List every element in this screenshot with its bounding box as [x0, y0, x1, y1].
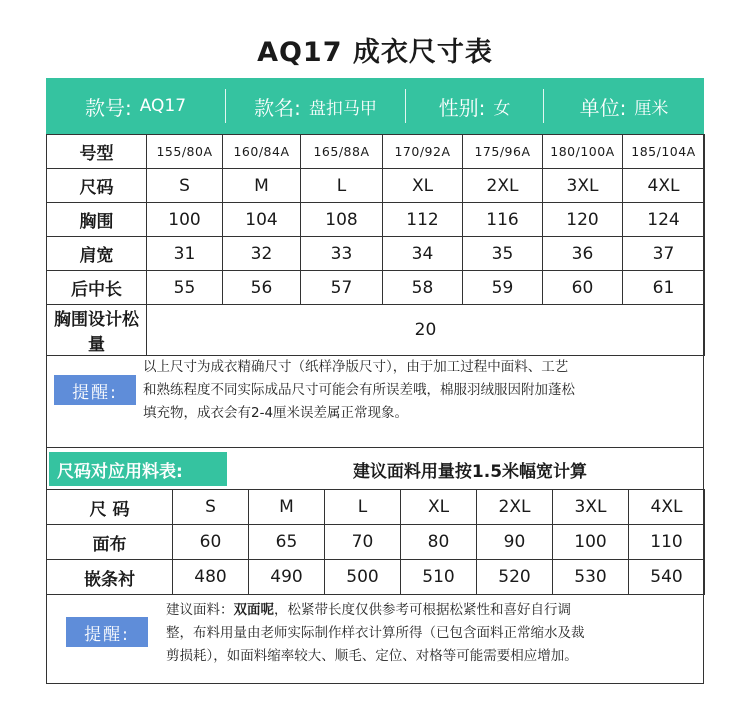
fabric-reminder-line: 整，布料用量由老师实际制作样衣计算所得（已包含面料正常缩水及裁: [166, 625, 585, 641]
table-cell: 108: [301, 203, 383, 237]
fabric-reminder-line: [166, 599, 585, 622]
table-cell: 70: [325, 525, 401, 560]
fabric-table-tag: 尺码对应用料表:: [49, 452, 227, 486]
page-title: AQ17 成衣尺寸表: [257, 37, 493, 68]
fabric-reminder-rest: ，松紧带长度仅供参考可根据松紧性和喜好自行调: [274, 602, 571, 618]
fabric-recommendation: 双面呢: [233, 602, 274, 618]
fabric-reminder-line: 剪损耗），如面料缩率较大、顺毛、定位、对格等可能需要相应增加。: [166, 648, 578, 664]
row-header: 嵌条衬: [47, 560, 173, 595]
reminder-badge: 提醒:: [54, 375, 136, 405]
table-row: [47, 271, 705, 305]
table-cell: 100: [147, 203, 223, 237]
ease-header: 胸围设计松量: [47, 305, 147, 356]
table-cell: 2XL: [463, 169, 543, 203]
reminder-text: [143, 356, 575, 425]
table-cell: 530: [553, 560, 629, 595]
style-number-label: 款号:: [84, 95, 132, 120]
table-cell: 520: [477, 560, 553, 595]
row-header: 号型: [47, 135, 147, 169]
table-cell: 34: [383, 237, 463, 271]
table-cell: XL: [401, 490, 477, 525]
table-cell: 3XL: [543, 169, 623, 203]
table-cell: 120: [543, 203, 623, 237]
row-header: 尺 码: [47, 490, 173, 525]
style-name-cell: [226, 89, 406, 123]
table-cell: 90: [477, 525, 553, 560]
table-cell: L: [325, 490, 401, 525]
table-cell: 65: [249, 525, 325, 560]
table-cell: 4XL: [629, 490, 705, 525]
table-cell: 55: [147, 271, 223, 305]
table-cell: 510: [401, 560, 477, 595]
table-cell: 480: [173, 560, 249, 595]
table-cell: 37: [623, 237, 705, 271]
fabric-reminder-badge: 提醒:: [66, 617, 148, 647]
table-cell: M: [249, 490, 325, 525]
table-cell: 124: [623, 203, 705, 237]
table-row: [47, 490, 705, 525]
table-cell: 110: [629, 525, 705, 560]
table-cell: 500: [325, 560, 401, 595]
table-cell: 100: [553, 525, 629, 560]
table-row: [47, 135, 705, 169]
row-header: 面布: [47, 525, 173, 560]
gender-value: 女: [493, 98, 511, 119]
style-number-value: AQ17: [139, 96, 187, 116]
gender-cell: [406, 89, 544, 123]
table-cell: M: [223, 169, 301, 203]
reminder-line: 填充物，成衣会有2-4厘米误差属正常现象。: [143, 405, 409, 421]
unit-cell: [544, 89, 704, 123]
unit-label: 单位:: [579, 95, 627, 120]
table-cell: S: [147, 169, 223, 203]
size-table: [46, 134, 705, 356]
table-row: [47, 237, 705, 271]
table-cell: 33: [301, 237, 383, 271]
table-cell: S: [173, 490, 249, 525]
table-row: [47, 560, 705, 595]
table-cell: 60: [173, 525, 249, 560]
table-cell: 3XL: [553, 490, 629, 525]
table-cell: 540: [629, 560, 705, 595]
table-cell: 60: [543, 271, 623, 305]
table-row: [47, 203, 705, 237]
row-header: 胸围: [47, 203, 147, 237]
table-cell: 175/96A: [463, 135, 543, 169]
unit-value: 厘米: [634, 98, 669, 119]
table-cell: 31: [147, 237, 223, 271]
style-number-cell: [46, 89, 226, 123]
table-cell: 59: [463, 271, 543, 305]
table-row: [47, 169, 705, 203]
reminder-box: [46, 339, 704, 447]
table-cell: 56: [223, 271, 301, 305]
table-cell: 116: [463, 203, 543, 237]
fabric-reminder-text: [166, 599, 585, 668]
table-cell: 4XL: [623, 169, 705, 203]
table-cell: XL: [383, 169, 463, 203]
fabric-header: [46, 447, 704, 489]
table-cell: 36: [543, 237, 623, 271]
reminder-line: 以上尺寸为成衣精确尺寸（纸样净版尺寸），由于加工过程中面料、工艺: [143, 359, 569, 375]
table-cell: 170/92A: [383, 135, 463, 169]
table-cell: 180/100A: [543, 135, 623, 169]
fabric-reminder-prefix: 建议面料：: [166, 602, 234, 618]
table-cell: L: [301, 169, 383, 203]
table-cell: 160/84A: [223, 135, 301, 169]
gender-label: 性别:: [438, 95, 486, 120]
table-cell: 112: [383, 203, 463, 237]
fabric-table: [46, 489, 705, 595]
table-cell: 35: [463, 237, 543, 271]
style-name-label: 款名:: [254, 95, 301, 120]
row-header: 尺码: [47, 169, 147, 203]
table-cell: 104: [223, 203, 301, 237]
fabric-table-title: 建议面料用量按1.5米幅宽计算: [352, 461, 588, 482]
table-cell: 32: [223, 237, 301, 271]
table-cell: 61: [623, 271, 705, 305]
table-cell: 165/88A: [301, 135, 383, 169]
table-cell: 57: [301, 271, 383, 305]
table-cell: 155/80A: [147, 135, 223, 169]
table-cell: 185/104A: [623, 135, 705, 169]
table-cell: 490: [249, 560, 325, 595]
table-cell: 58: [383, 271, 463, 305]
row-header: 后中长: [47, 271, 147, 305]
fabric-reminder-box: [46, 591, 704, 684]
table-cell: 80: [401, 525, 477, 560]
table-row: [47, 525, 705, 560]
ease-value: 20: [147, 305, 705, 356]
table-cell: 2XL: [477, 490, 553, 525]
header-band: [46, 78, 704, 134]
row-header: 肩宽: [47, 237, 147, 271]
style-name-value: 盘扣马甲: [308, 98, 377, 119]
reminder-line: 和熟练程度不同实际成品尺寸可能会有所误差哦，棉服羽绒服因附加蓬松: [143, 382, 575, 398]
